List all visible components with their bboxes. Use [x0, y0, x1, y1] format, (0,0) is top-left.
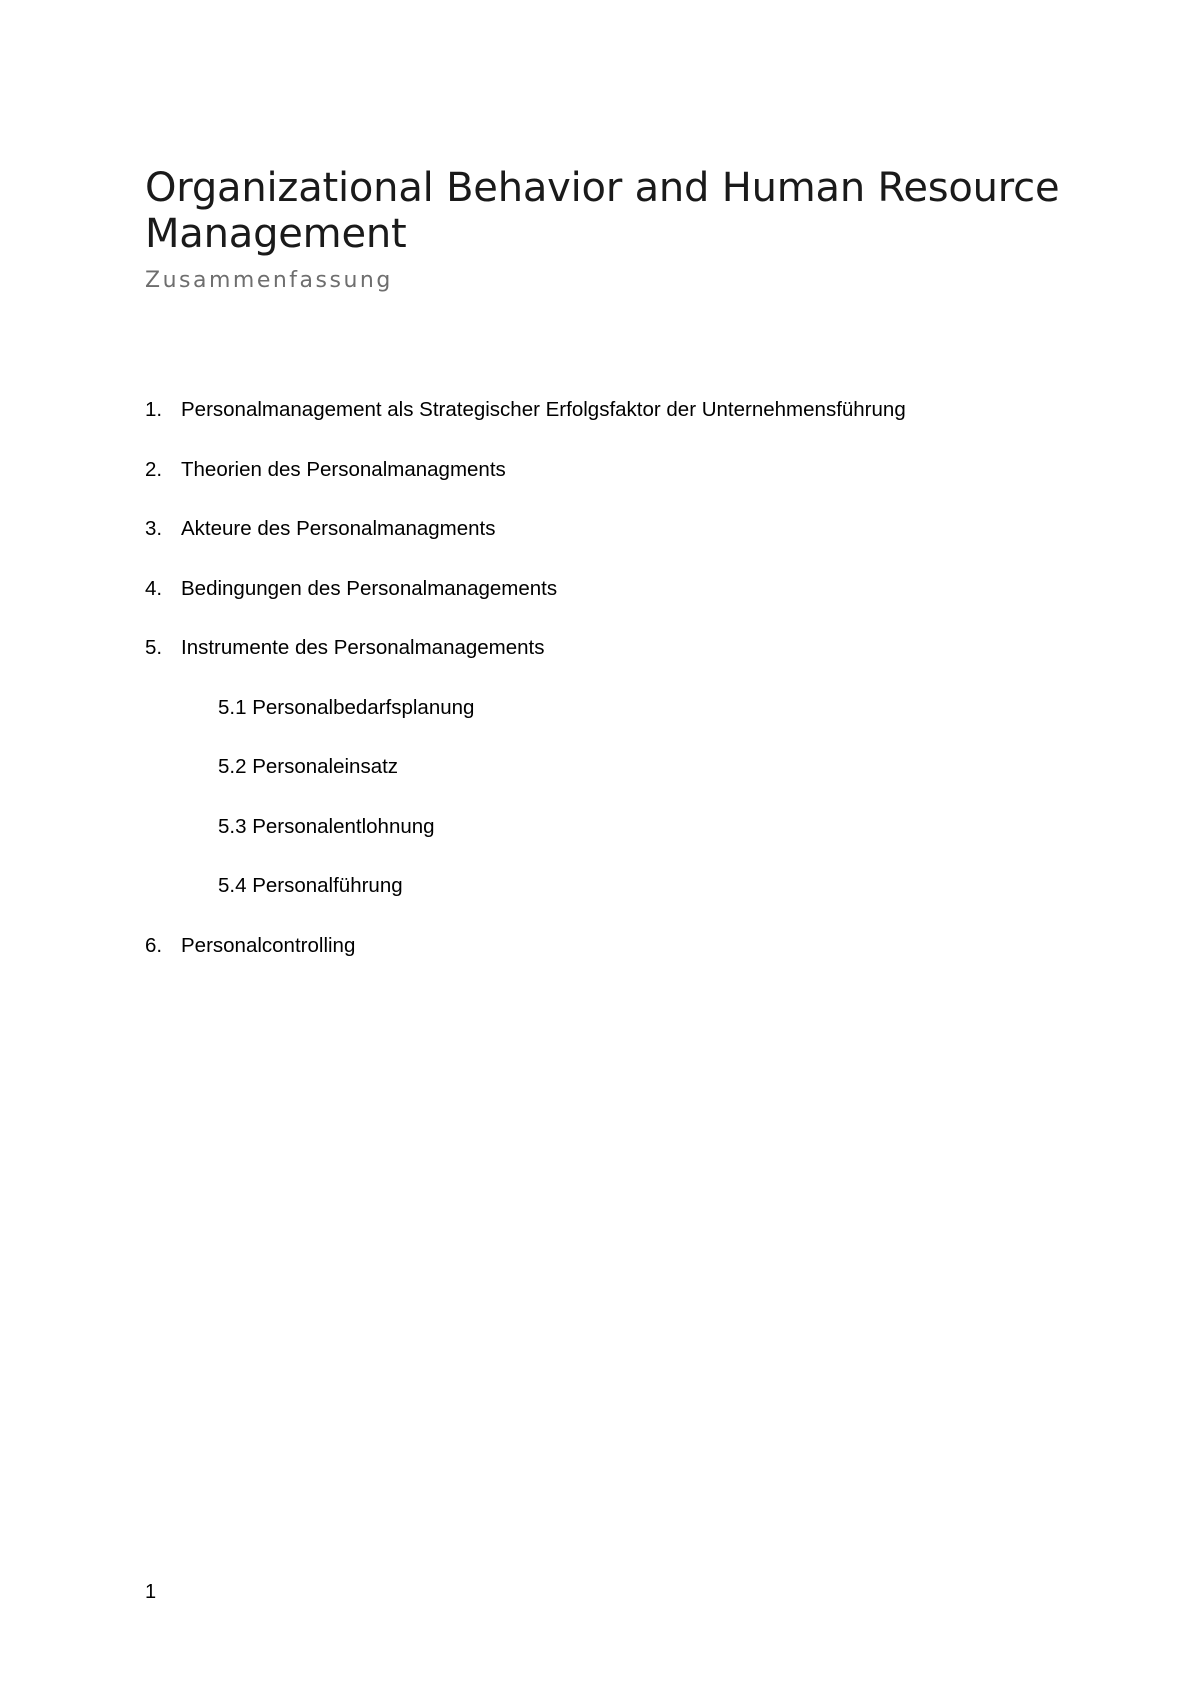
toc-item-3 — [145, 515, 1105, 575]
toc-item-text: Personalcontrolling — [181, 933, 356, 957]
toc-item-text: Akteure des Personalmanagments — [181, 517, 496, 540]
page-number: 1 — [145, 1581, 157, 1603]
document-title: Organizational Behavior and Human Resource Management — [145, 164, 1060, 257]
toc-item-number: 5. — [145, 636, 163, 659]
toc-item-number: 3. — [145, 517, 163, 540]
toc-item-text: Personalmanagement als Strategischer Erfolgsfaktor der Unternehmensführung — [181, 398, 906, 421]
toc-item-number: 4. — [145, 576, 163, 600]
toc-item-text: Theorien des Personalmanagments — [181, 457, 506, 481]
toc-subitem-5-1 — [145, 694, 1105, 754]
toc-item-number: 1. — [145, 398, 163, 421]
toc-item-6 — [145, 932, 1105, 992]
toc-item-text: 5.2 Personaleinsatz — [218, 755, 399, 778]
toc-item-text: 5.4 Personalführung — [218, 874, 403, 897]
toc-item-text: Bedingungen des Personalmanagements — [181, 576, 558, 600]
toc-item-2 — [145, 456, 1105, 516]
toc-item-4 — [145, 575, 1105, 635]
document-subtitle: Zusammenfassung — [145, 268, 393, 293]
toc-subitem-5-4 — [145, 872, 1105, 932]
table-of-contents — [145, 396, 1105, 991]
toc-item-text: Instrumente des Personalmanagements — [181, 636, 545, 659]
toc-item-text: 5.3 Personalentlohnung — [218, 814, 435, 838]
toc-item-number: 2. — [145, 457, 163, 481]
toc-item-text: 5.1 Personalbedarfsplanung — [218, 695, 475, 719]
toc-item-number: 6. — [145, 933, 163, 957]
toc-item-1 — [145, 396, 1105, 456]
toc-subitem-5-3 — [145, 813, 1105, 873]
toc-item-5 — [145, 634, 1105, 694]
toc-subitem-5-2 — [145, 753, 1105, 813]
